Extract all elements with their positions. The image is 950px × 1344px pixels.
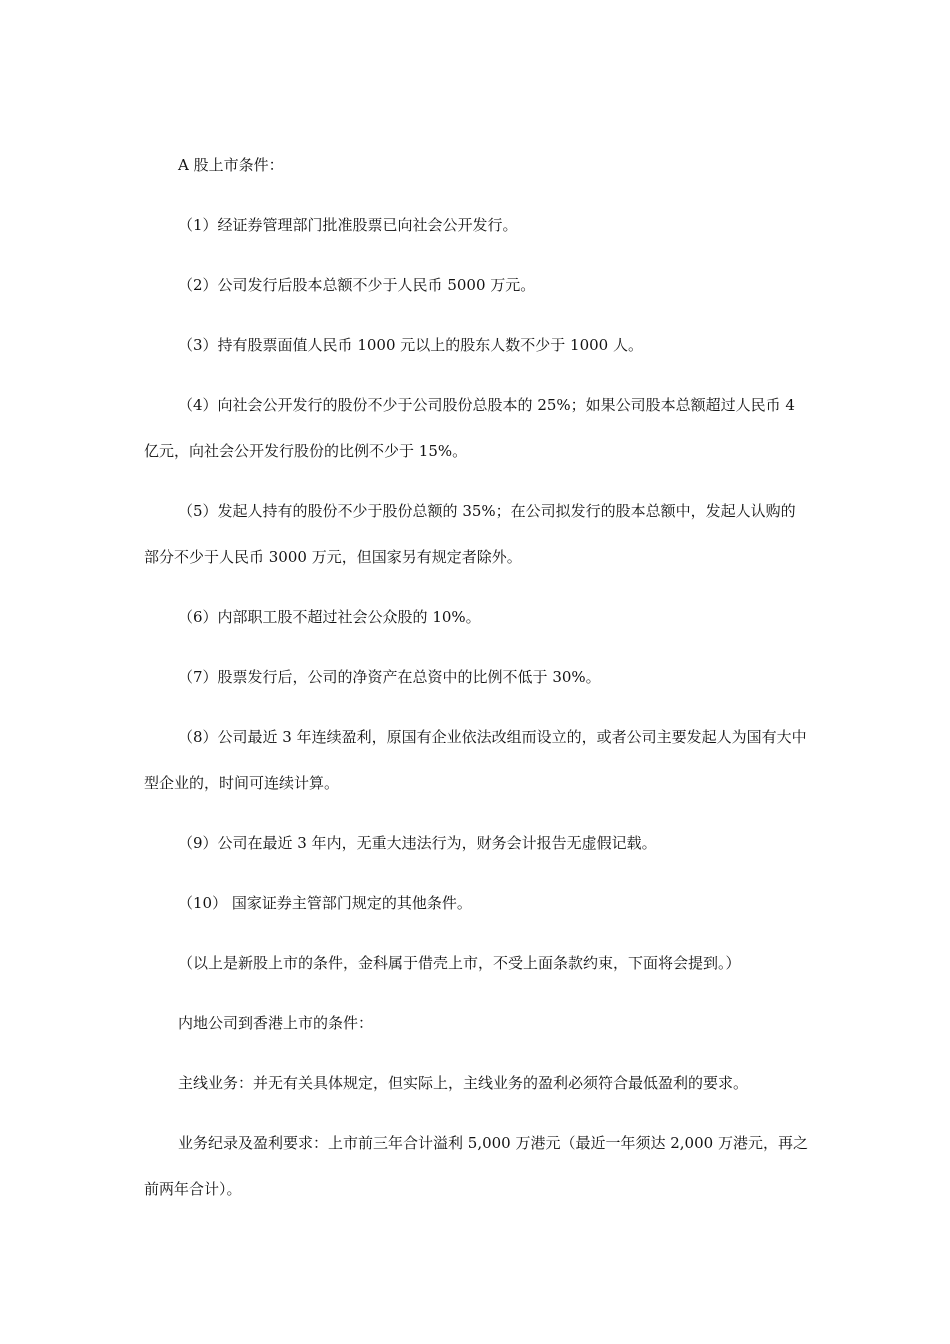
- condition-2: （2）公司发行后股本总额不少于人民币 5000 万元。: [178, 276, 536, 294]
- condition-7: （7）股票发行后，公司的净资产在总资中的比例不低于 30%。: [178, 668, 601, 686]
- condition-8: （8）公司最近 3 年连续盈利，原国有企业依法改组而设立的，或者公司主要发起人为国有大中型企业的，时间可连续计算。: [144, 728, 807, 792]
- main-business-requirement: 主线业务：并无有关具体规定，但实际上，主线业务的盈利必须符合最低盈利的要求。: [178, 1074, 749, 1092]
- heading-a-share-conditions: A 股上市条件：: [178, 156, 284, 174]
- profit-requirement: 业务纪录及盈利要求：上市前三年合计溢利 5,000 万港元（最近一年须达 2,000 万港元，再之前两年合计）。: [144, 1134, 808, 1198]
- heading-hk-listing-conditions: 内地公司到香港上市的条件：: [178, 1014, 374, 1032]
- condition-6: （6）内部职工股不超过社会公众股的 10%。: [178, 608, 481, 626]
- document-body: [144, 142, 810, 1226]
- condition-4: （4）向社会公开发行的股份不少于公司股份总股本的 25%；如果公司股本总额超过人民币 4 亿元，向社会公开发行股份的比例不少于 15%。: [144, 396, 795, 460]
- condition-5: （5）发起人持有的股份不少于股份总额的 35%；在公司拟发行的股本总额中，发起人认购的部分不少于人民币 3000 万元，但国家另有规定者除外。: [144, 502, 796, 566]
- note-backdoor-listing: （以上是新股上市的条件，金科属于借壳上市，不受上面条款约束，下面将会提到。）: [178, 954, 741, 972]
- condition-10: （10） 国家证券主管部门规定的其他条件。: [178, 894, 472, 912]
- condition-9: （9）公司在最近 3 年内，无重大违法行为，财务会计报告无虚假记载。: [178, 834, 657, 852]
- condition-3: （3）持有股票面值人民币 1000 元以上的股东人数不少于 1000 人。: [178, 336, 643, 354]
- condition-1: （1）经证券管理部门批准股票已向社会公开发行。: [178, 216, 518, 234]
